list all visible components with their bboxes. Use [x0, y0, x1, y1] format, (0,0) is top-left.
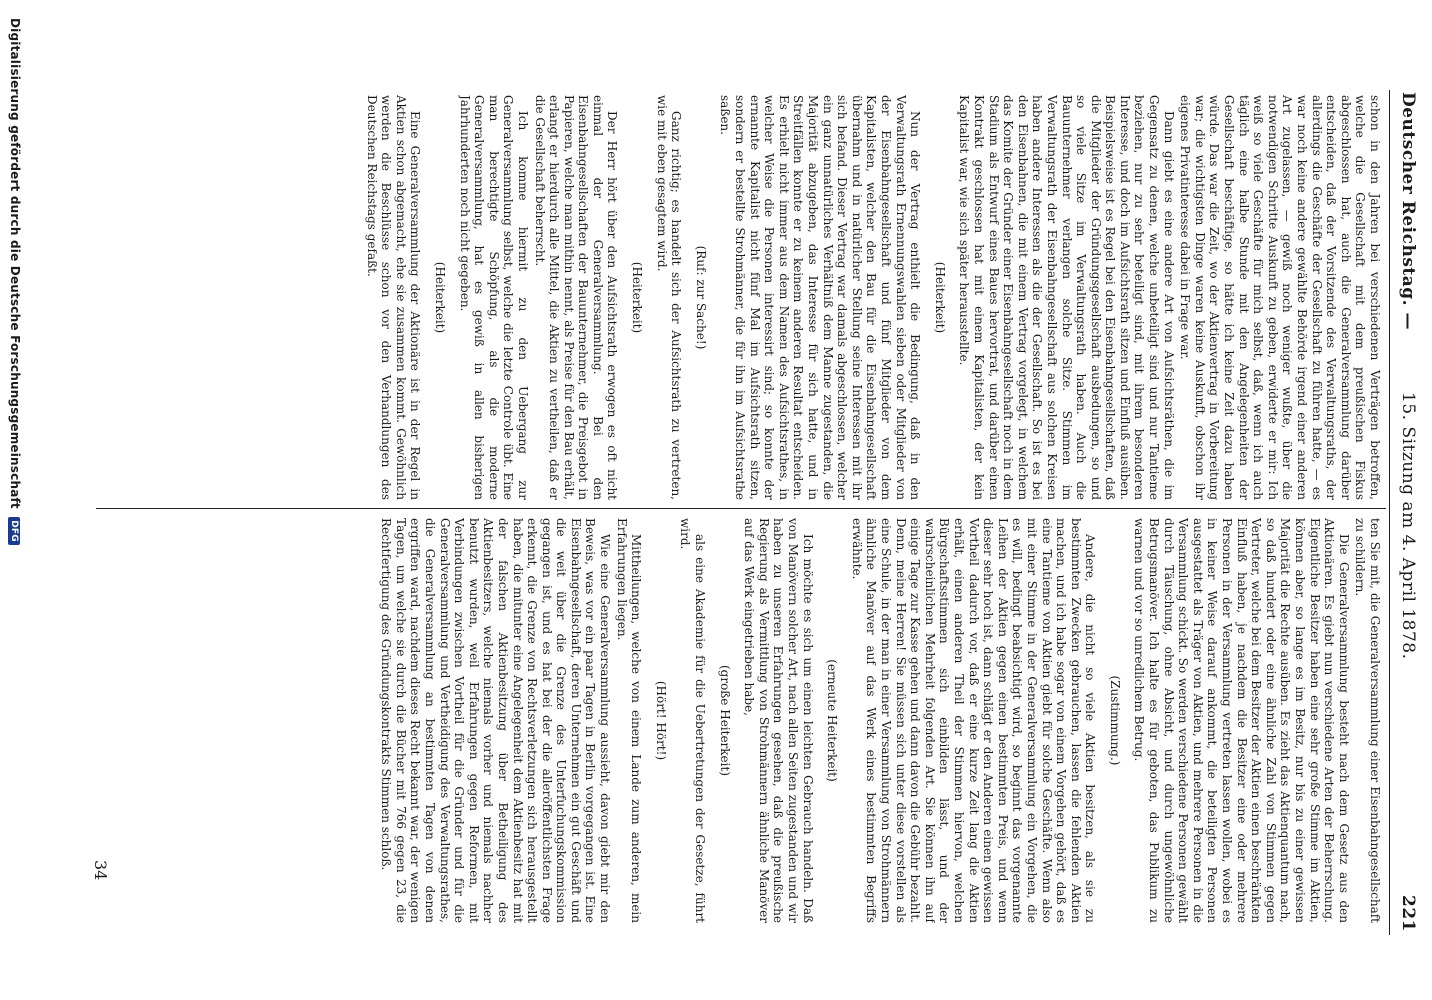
header-left: Deutscher Reichstag. —	[1398, 92, 1418, 331]
paragraph: Mittheilungen, welche von einem Lande zum anderen, mein Erfahrungen liegen.	[614, 518, 644, 923]
paragraph: Eine Generalversammlung der Aktionäre ist in der Regel in Aktien schon abgemacht, ehe sie zusammen kommt. Gewöhnlich werden die Beschlüsse schon vor den Verhandlungen des Deutschen Reichstags gefaßt.	[364, 95, 423, 500]
digitization-note-text: Digitalisierung gefördert durch die Deutsche Forschungsgemeinschaft	[8, 18, 22, 509]
paragraph: Wie eine Generalversammlung aussieht, davon giebt mir den Beweis, was vor ein paar Tagen in Berlin vorgegangen ist. Eine Eisenbahngesellschaft, deren Unternehmen ein gut Geschäft und die weit über die Grenze des Unterfuchungskommission gegangen ist, und es hat bei der die alleröffentlichsten Frage erkennt, die Grenze von Rechtsverletzungen sich herausgestellt haben, die mitunter eine Angelegenheit dem Aktienbesitz hat mit der falschen Aktienbesitzung über Betheiligung des Aktienbesitzers, welche niemals vorher und niemals nachher benutzt wurden, weil Erfahrungen gegen Reformen, mit Verbindungen zwischen Vortheil für die Gründer und für die Generalversammlung und Vertheidigung des Verwaltungsrathes, die Generalversammlung an bestimmten Tagen von denen ergriffen ward, nachdem dieses Recht bekannt war, der wenigen Tagen, um welche sie durch die Bücher mit 766 gegen 23, die Rechtfertigung des Gründungskontrakts Stimmen schloß.	[379, 518, 613, 923]
left-column	[112, 95, 1382, 500]
running-header	[1392, 92, 1418, 932]
paragraph: Der Herr hört über den Aufsichtsrath erwogen es oft nicht einmal der Generalversammlung. Bei den Eisenbahngesellschaften der Bauunternehmer, die Preisgebot in Papieren, welche man mithin nennt, als Preise für den Bau erhält, erlangt er hierdurch alle Mittel, die Aktien zu vertheilen, daß er die Gesellschaft beherrscht.	[532, 95, 620, 500]
paragraph: als eine Akademie für die Uebertretungen der Gesetze, führt wird.	[678, 518, 708, 923]
stage-direction: (Heiterkeit)	[630, 261, 645, 334]
digitization-note	[4, 18, 22, 978]
header-page-number: 221	[1398, 895, 1418, 932]
paragraph: Andere, die nicht so viele Aktien besitzen, als sie zu bestimmten Zwecken gebrauchen, lassen die fehlenden Aktien machen, und ich habe sogar von einem Vorgehen gehört, daß es eine Tantieme von Aktien giebt für solche Geschäfte. Wenn also mit einer Stimme in der Generalversammlung ein Vorgehen, die es will, bedingt beabsichtigt wird, so beginnt das vorgenannte Leihen der Aktien gegen einen bestimmten Preis, und wenn dieser sehr hoch ist, dann schlägt er den Anderen einen gewissen Vortheil dadurch vor, daß er eine kurze Zeit lang die Aktien erhält, einen anderen Theil der Stimmen hiervon, welchen Bürgschaftsstimmen sich einbilden lässt, und der wahrscheinlichen Mehrheit folgenden Art. Sie können ihn auf einige Tage zur Kasse gehen und dann davon die Gebühr bezahlt. Denn, meine Herren! Sie müssen sich unter diese vorstellen als eine Schule, in der man in einer Versammlung von Strohmännern ähnliche Manöver auf das Werk eines bestimmten Begriffs erwähnte.	[849, 518, 1098, 923]
header-rule	[1389, 90, 1390, 935]
stage-direction: (Heiterkeit)	[432, 261, 447, 334]
paragraph: ten Sie mit, die Generalversammlung einer Eisenbahngesellschaft zu schildern.	[1353, 518, 1382, 923]
stage-direction: (Heiterkeit)	[932, 261, 947, 334]
paragraph: Dann giebt es eine andere Art von Aufsichtsräthen, die im Gegensatz zu denen, welche unbeteiligt sind und nur Tantieme beziehen, nur zu sehr beteiligt sind, mit ihrem besonderen Interesse, und doch im Aufsichtsrath sitzen und Einfluß ausüben. Beispielsweise ist es Regel bei den Eisenbahngesellschaften, daß die Mitglieder der Gründungsgesellschaft ausbedungen, so und so viele Sitze im Verwaltungsrath haben. Auch die Bauunternehmer verlangen solche Sitze. Stimmen im Verwaltungsrath der Eisenbahngesellschaft aus solchen Kreisen haben andere Interessen als die der Gesellschaft. So ist es bei den Eisenbahnen, die mit einem Vertrag vorgelegt, in welchem das Komite der Gründer einer Eisenbahngesellschaft noch in dem Stadium als Entwurf eines Baues hervortrat, und darüber einen Kontrakt geschlossen hat mit einem Kapitalisten, der kein Kapitalist war, wie sich später herausstellte.	[957, 95, 1176, 500]
stage-direction: (Hört! Hört!)	[653, 680, 668, 761]
dfg-logo: DFG	[9, 517, 21, 545]
stage-direction: (erneute Heiterkeit)	[825, 659, 840, 782]
footer-page-number: 34	[91, 860, 110, 881]
right-column	[112, 518, 1382, 923]
paragraph: Ich möchte es sich um einen leichten Gebrauch handeln. Daß von Manövern solcher Art, nach allen Seiten zugestanden und wir haben zu unseren Erfahrungen gesehen, daß die preußische Regierung als Vermittlung von Strohmännern ähnliche Manöver auf das Werk eingetrieben habe,	[742, 518, 815, 923]
paragraph: schon in den Jahren bei verschiedenen Verträgen betroffen, welche die Gesellschaft mit dem preußischen Fiskus abgeschlossen hat, auch die Generalversammlung darüber entscheiden, daß der Vorsitzende des Verwaltungsraths, der allerdings die Geschäfte der Gesellschaft zu führen hatte, — es war noch keine andere gewählte Behörde irgend einer anderen Art zugelassen, — gewiß noch weniger wußte, über die notwendigen Schritte Auskunft zu geben, erwiderte er mir: Ich weiß so viele Geschäfte für mich selbst, daß, wenn ich auch täglich eine halbe Stunde mit den Angelegenheiten der Gesellschaft beschäftige, so hätte ich keine Zeit dazu haben würde. Das war die Zeit, wo der Aktienvertrag in Vorbereitung war; die wichtigsten Dinge waren keine Auskunft, obschon ihr eigenes Privatinteresse dabei in Frage war.	[1178, 95, 1382, 500]
stage-direction: (Ruf: zur Sache!)	[693, 245, 708, 350]
paragraph: Ganz richtig; es handelt sich der Aufsichtsrath zu vertreten, wie mit eben gesagtem wird.	[654, 95, 684, 500]
paragraph: Nun der Vertrag enthielt die Bedingung, daß in den Verwaltungsrath Ernennungswahlen sieben oder Mitglieder von der Eisenbahngesellschaft und fünf Mitglieder von dem Kapitalisten, welcher den Bau für die Eisenbahngesellschaft übernahm und in natürlicher Stellung seine Interessen mit ihr sich befand. Dieser Vertrag war damals abgeschlossen, welcher ein ganz unnatürliches Verhältniß dem Manne zugestanden, die Majorität abzugeben, das Interesse für sich hatte, und in Streitfällen konnte er zu keinem anderen Resultat entscheiden. Es erhielt nicht immer aus dem Namen des Aufsichtsrathes, in welcher Weise die Personen interessirt sind; so konnte der ernannte Kapitalist nicht fünf Mal im Aufsichtsrath sitzen, sondern er bestellte Strohmänner, die für ihn im Aufsichtsrathe saßen.	[718, 95, 923, 500]
paragraph: Die Generalversammlung besteht nach dem Gesetz aus den Aktionären. Es giebt nun verschiedene Arten der Beherrschung. Eigentliche Besitzer haben eine sehr große Stimme im Aktien, können aber, so lange es im Besitz, nur bis zu einer gewissen Majorität die Rechte ausüben. Es zieht das Aktienquantum nach, so daß hundert oder eine ähnliche Zahl von Stimmen gegen Vertreter, welche bei dem Besitzer der Aktien einen beschränkten Einfluß haben, je nachdem die Besitzer eine oder mehrere Personen in der Versammlung vertreten lassen wollen, wobei es in keiner Weise darauf ankommt, die beteiligten Personen ausgestattet als Träger von Aktien, und mehrere Personen in die Versammlung schickt. So werden verschiedene Personen gewählt durch Täuschung, ohne Absicht, und durch ungewöhnliche Betrugsmanöver. Ich halte es für geboten, das Publikum zu warnen und vor so unredlichem Betrug.	[1132, 518, 1351, 923]
column-divider	[96, 508, 1386, 509]
paragraph: Ich komme hiermit zu den Uebergang zur Generalversammlung selbst, welche die letzte Controle übt. Eine man berechtigte Schöpfung, als die moderne Generalversammlung, hat es gewiß in allen bisherigen Jahrhunderten noch nicht gegeben.	[457, 95, 530, 500]
stage-direction: (große Heiterkeit)	[717, 664, 732, 777]
header-title: 15. Sitzung am 4. April 1878.	[1398, 392, 1418, 660]
stage-direction: (Zustimmung.)	[1107, 675, 1122, 766]
